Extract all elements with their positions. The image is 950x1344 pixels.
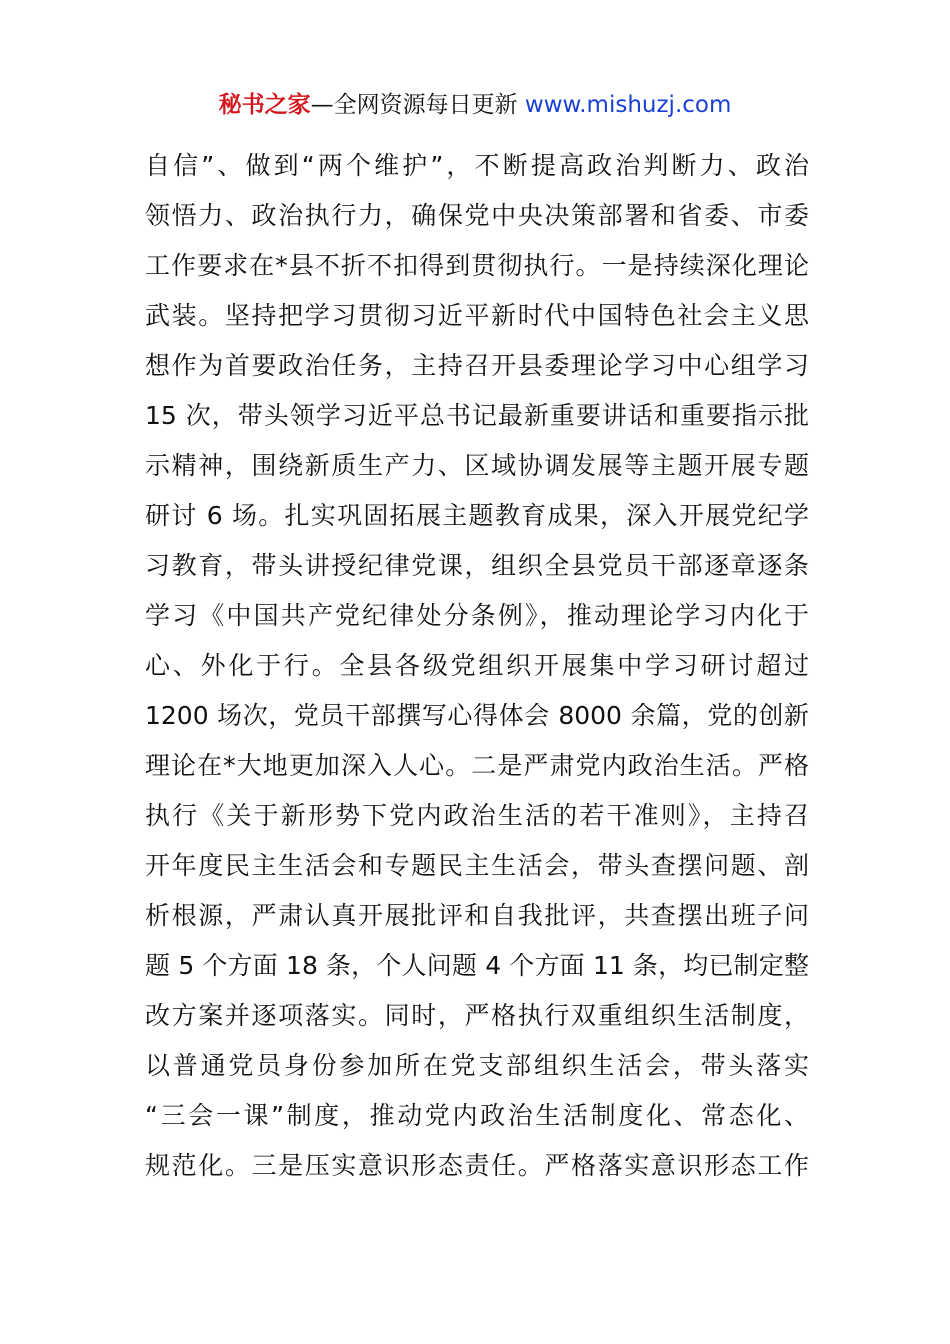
site-header [0, 88, 950, 122]
text-line: 开年度民主生活会和专题民主生活会，带头查摆问题、剖 [145, 851, 809, 880]
text-line: 想作为首要政治任务，主持召开县委理论学习中心组学习 [145, 351, 809, 380]
text-line: 心、外化于行。全县各级党组织开展集中学习研讨超过 [145, 651, 809, 680]
text-line: 以普通党员身份参加所在党支部组织生活会，带头落实 [145, 1051, 809, 1080]
text-line: 析根源，严肃认真开展批评和自我批评，共查摆出班子问 [145, 901, 809, 930]
text-line: 工作要求在*县不折不扣得到贯彻执行。一是持续深化理论 [145, 251, 809, 280]
site-tagline: —全网资源每日更新 [310, 92, 525, 118]
text-line: 题 5 个方面 18 条，个人问题 4 个方面 11 条，均已制定整 [145, 951, 809, 980]
text-line: 研讨 6 场。扎实巩固拓展主题教育成果，深入开展党纪学 [145, 501, 809, 530]
site-brand: 秘书之家 [218, 92, 311, 118]
text-line: 执行《关于新形势下党内政治生活的若干准则》，主持召 [145, 801, 809, 830]
text-line: 规范化。三是压实意识形态责任。严格落实意识形态工作 [145, 1151, 809, 1180]
text-line: 15 次，带头领学习近平总书记最新重要讲话和重要指示批 [145, 401, 809, 430]
text-line: 领悟力、政治执行力，确保党中央决策部署和省委、市委 [145, 201, 809, 230]
text-line: 1200 场次，党员干部撰写心得体会 8000 余篇，党的创新 [145, 701, 809, 730]
document-body [145, 141, 809, 1191]
text-line: “三会一课”制度，推动党内政治生活制度化、常态化、 [145, 1101, 809, 1130]
text-line: 自信”、做到“两个维护”，不断提高政治判断力、政治 [145, 151, 809, 180]
text-line: 习教育，带头讲授纪律党课，组织全县党员干部逐章逐条 [145, 551, 809, 580]
text-line: 理论在*大地更加深入人心。二是严肃党内政治生活。严格 [145, 751, 809, 780]
site-url[interactable]: www.mishuzj.com [524, 92, 732, 118]
text-line: 示精神，围绕新质生产力、区域协调发展等主题开展专题 [145, 451, 809, 480]
text-line: 改方案并逐项落实。同时，严格执行双重组织生活制度， [145, 1001, 809, 1030]
text-line: 武装。坚持把学习贯彻习近平新时代中国特色社会主义思 [145, 301, 809, 330]
text-line: 学习《中国共产党纪律处分条例》，推动理论学习内化于 [145, 601, 809, 630]
